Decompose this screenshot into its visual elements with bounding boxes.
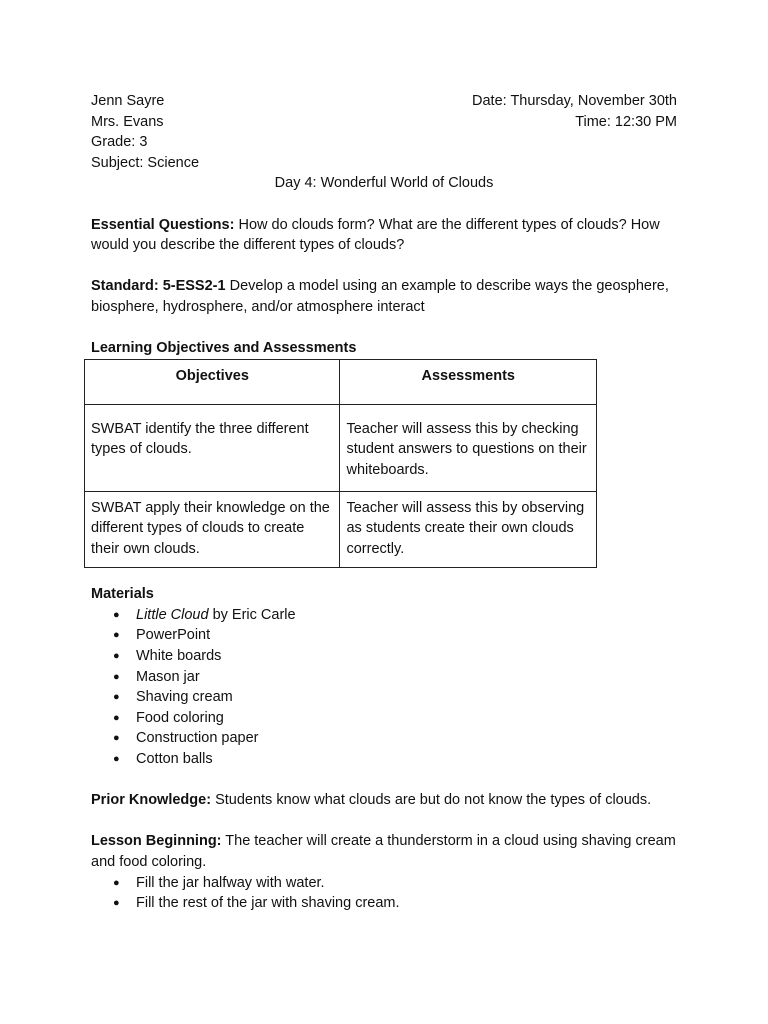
assessment-cell: Teacher will assess this by observing as students create their own clouds correctly. [340, 491, 597, 568]
book-title: Little Cloud [136, 606, 209, 623]
assessment-cell: Teacher will assess this by checking student answers to questions on their whiteboards. [340, 404, 597, 491]
prior-knowledge-text: Students know what clouds are but do not know the types of clouds. [211, 792, 652, 809]
prior-knowledge-label: Prior Knowledge: [91, 792, 212, 809]
table-row [85, 404, 597, 491]
essential-questions-text: How do clouds form? What are the different types of clouds? How would you describe the different types of clouds? [91, 216, 660, 254]
list-item: ● Fill the jar halfway with water. [136, 873, 677, 894]
list-item: ● Construction paper [136, 728, 677, 749]
book-author: by Eric Carle [208, 606, 296, 623]
list-item: ● Shaving cream [136, 687, 677, 708]
lesson-beginning-text: The teacher will create a thunderstorm in a cloud using shaving cream and food coloring. [91, 833, 676, 870]
lesson-date: Date: Thursday, November 30th [472, 93, 677, 109]
list-item: ● Food coloring [136, 708, 677, 729]
list-item: ● Mason jar [136, 667, 677, 688]
lesson-title: Day 4: Wonderful World of Clouds [274, 175, 494, 192]
header-row-2 [91, 112, 677, 133]
teacher-name: Jenn Sayre [91, 93, 165, 109]
objective-cell: SWBAT apply their knowledge on the different types of clouds to create their own clouds. [85, 491, 340, 568]
bullet-icon: ● [113, 629, 120, 642]
objectives-heading: Learning Objectives and Assessments [91, 340, 357, 357]
bullet-icon: ● [113, 650, 120, 663]
grade-line: Grade: 3 [91, 134, 148, 151]
list-item: ● White boards [136, 646, 677, 667]
lesson-beginning [91, 831, 677, 872]
essential-questions [91, 215, 677, 256]
standard-text: Develop a model using an example to describe ways the geosphere, biosphere, hydrosphere, and/or atmosphere interact [91, 278, 669, 315]
lesson-time: Time: 12:30 PM [575, 113, 677, 130]
bullet-icon: ● [113, 876, 120, 889]
standard-label: Standard: 5-ESS2-1 [91, 278, 226, 295]
materials-heading: Materials [91, 586, 154, 603]
header-row-1 [91, 91, 677, 112]
bullet-icon: ● [113, 897, 120, 910]
list-item: ● Fill the rest of the jar with shaving cream. [136, 893, 677, 914]
bullet-icon: ● [113, 608, 120, 621]
bullet-icon: ● [113, 753, 120, 766]
objectives-column-header: Objectives [85, 359, 340, 404]
list-item [113, 605, 677, 626]
prior-knowledge [91, 790, 677, 811]
objective-cell: SWBAT identify the three different types of clouds. [85, 404, 340, 491]
essential-questions-label: Essential Questions: [91, 216, 235, 233]
bullet-icon: ● [113, 732, 120, 745]
bullet-icon: ● [113, 670, 120, 683]
list-item: ● PowerPoint [136, 625, 677, 646]
assessments-column-header: Assessments [340, 359, 597, 404]
lesson-plan-page [91, 91, 677, 914]
standard [91, 276, 677, 317]
materials-list [91, 605, 677, 770]
list-item: ● Cotton balls [136, 749, 677, 770]
table-header-row [85, 359, 597, 404]
mentor-name: Mrs. Evans [91, 113, 164, 130]
bullet-icon: ● [113, 711, 120, 724]
bullet-icon: ● [113, 691, 120, 704]
objectives-table [84, 359, 597, 569]
lesson-beginning-label: Lesson Beginning: [91, 833, 222, 850]
subject-line: Subject: Science [91, 154, 200, 171]
lesson-steps-list [91, 873, 677, 914]
table-row [85, 491, 597, 568]
